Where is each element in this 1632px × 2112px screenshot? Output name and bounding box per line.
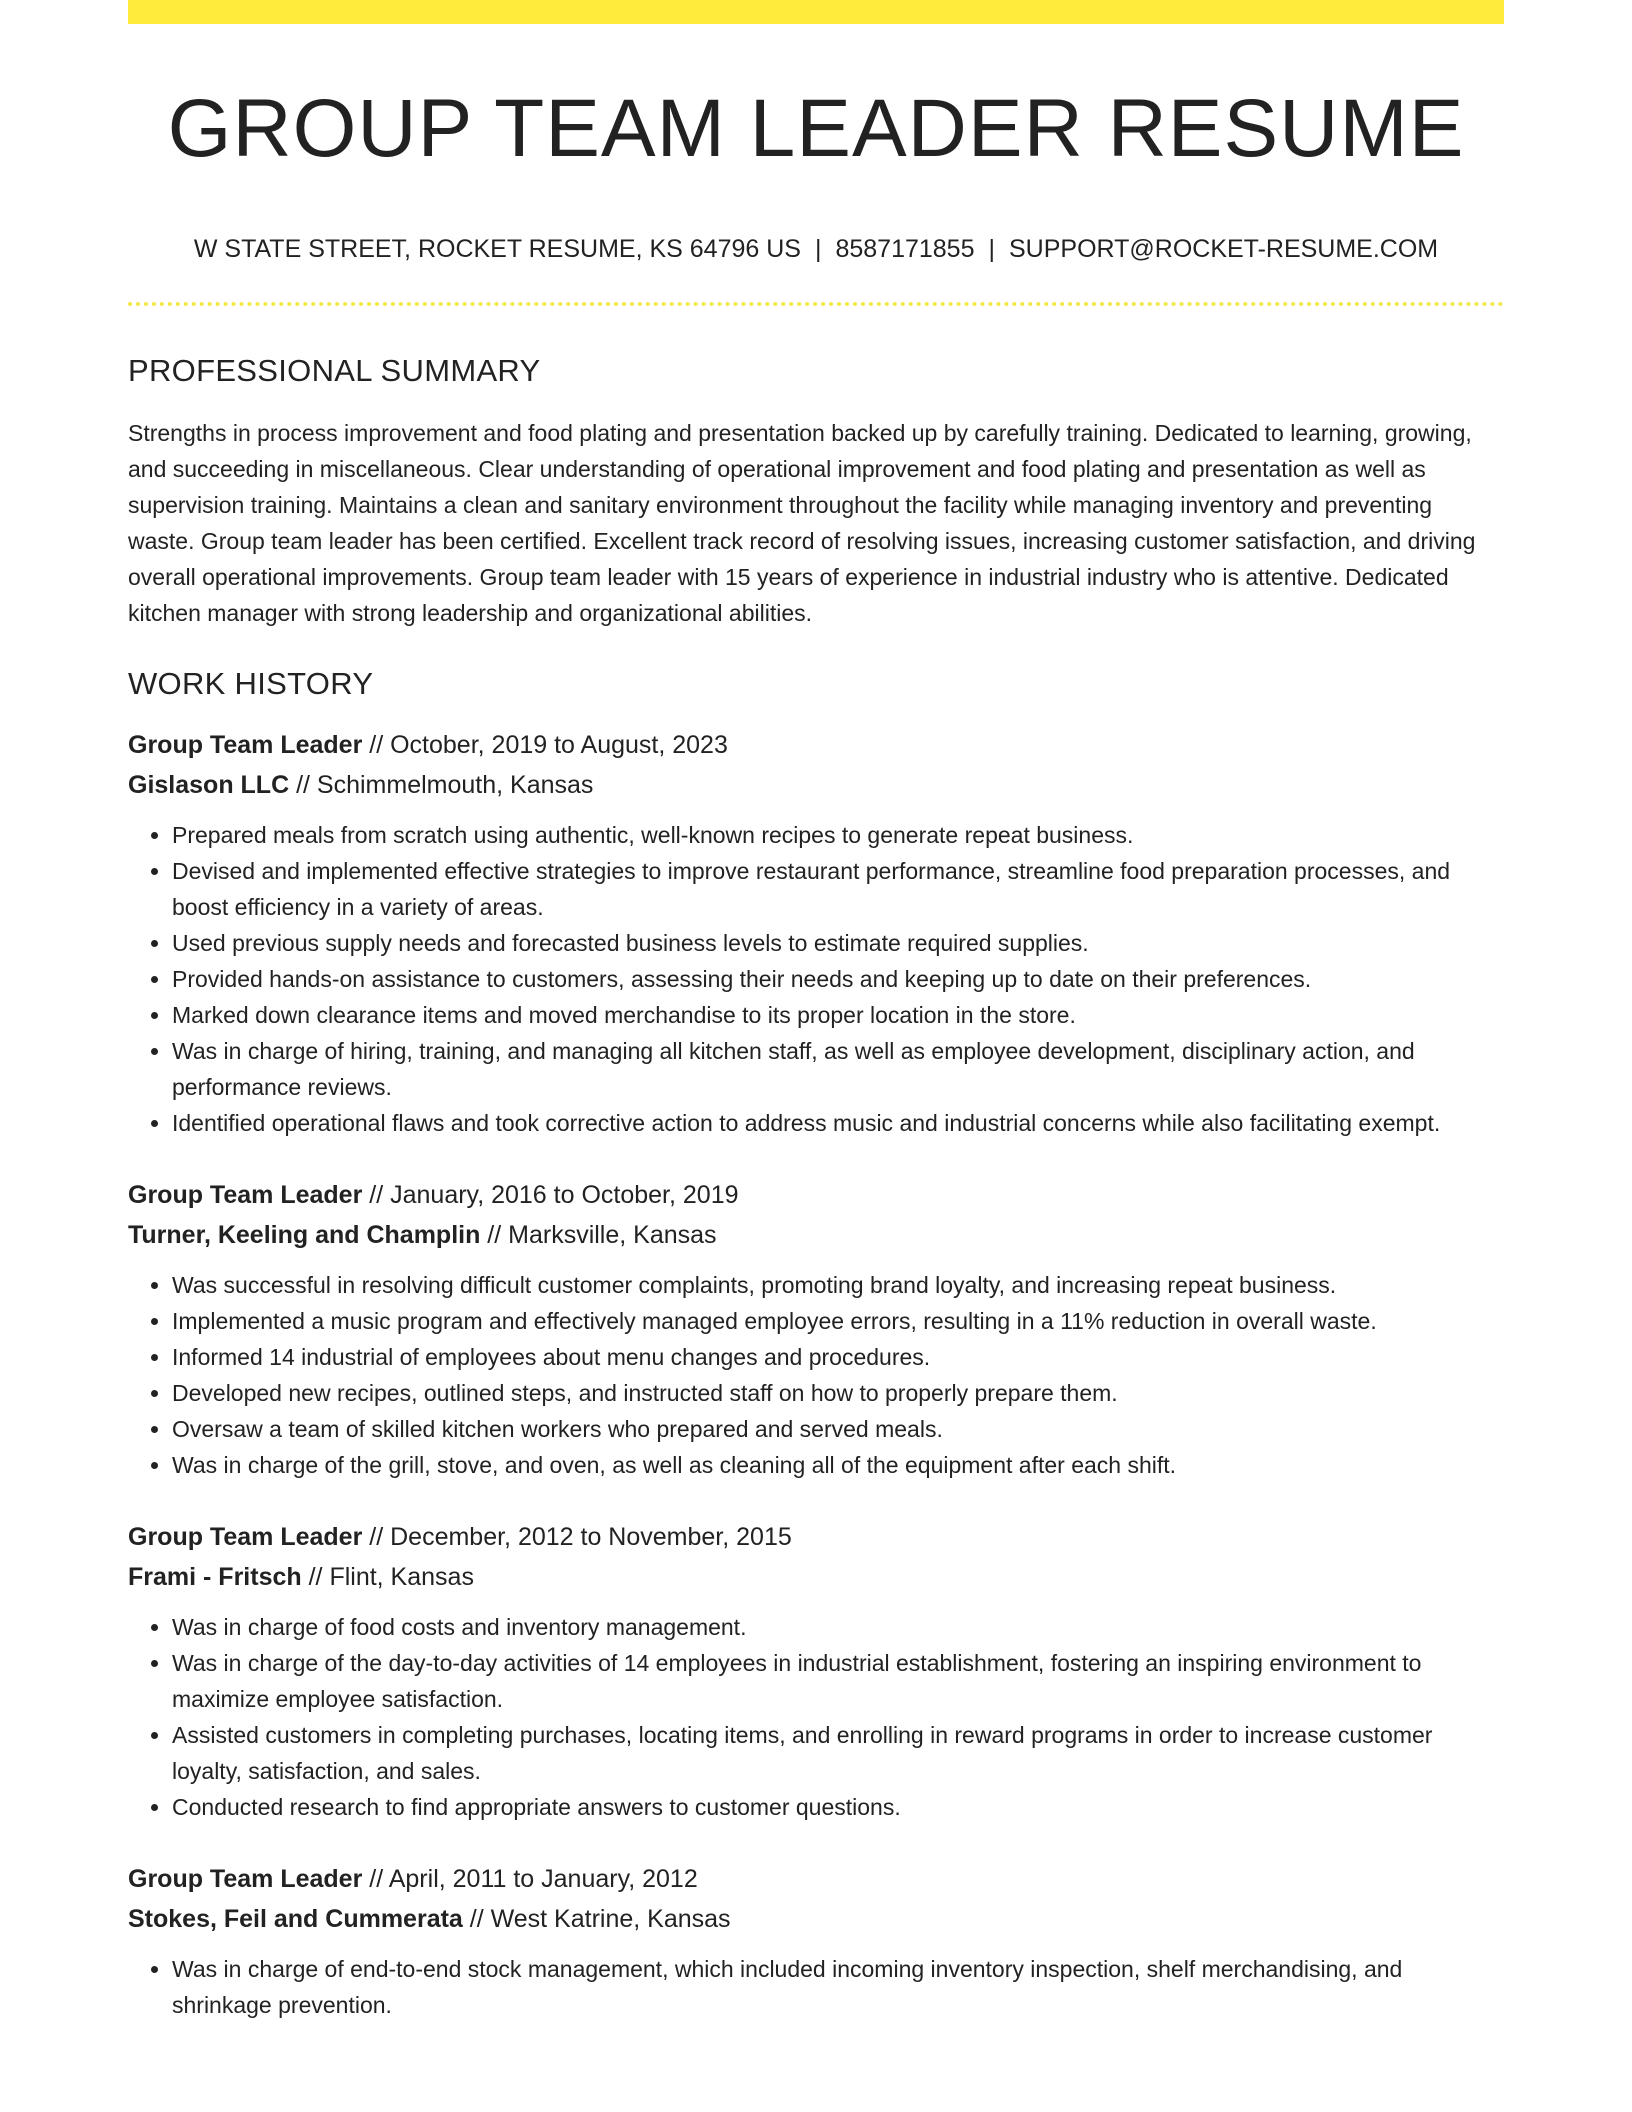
job-bullet-item: • Was in charge of food costs and inventory management. [172,1609,1504,1645]
job-title: Group Team Leader [128,1180,363,1209]
job-entry [128,1517,1504,1825]
job-location: // Marksville, Kansas [480,1220,717,1249]
job-bullet-item: • Developed new recipes, outlined steps, and instructed staff on how to properly prepare them. [172,1375,1504,1411]
job-bullets [128,817,1504,1141]
job-bullet-item: • Was in charge of end-to-end stock management, which included incoming inventory inspection, shelf merchandising, and shrinkage prevention. [172,1951,1504,2023]
job-entry [128,1859,1504,2023]
accent-top-bar [128,0,1504,24]
job-bullet-item: • Was in charge of the day-to-day activities of 14 employees in industrial establishment, fostering an inspiring environment to maximize employee satisfaction. [172,1645,1504,1717]
contact-separator: | [814,235,822,264]
job-bullet-item: • Prepared meals from scratch using authentic, well-known recipes to generate repeat business. [172,817,1504,853]
job-company-line [128,765,1504,805]
job-title: Group Team Leader [128,730,363,759]
job-bullet-item: • Identified operational flaws and took corrective action to address music and industrial concerns while also facilitating exempt. [172,1105,1504,1141]
job-bullets [128,1951,1504,2023]
contact-separator: | [988,235,995,264]
job-bullet-item: • Provided hands-on assistance to customers, assessing their needs and keeping up to date on their preferences. [172,961,1504,997]
job-company-line [128,1215,1504,1255]
summary-text: Strengths in process improvement and food plating and presentation backed up by carefully training. Dedicated to learning, growing, and succeeding in miscellaneous. Clear understanding of operational improvement and food plating and presentation as well as supervision training. Maintains a clean and sanitary environment throughout the facility while managing inventory and preventing waste. Group team leader has been certified. Excellent track record of resolving issues, increasing customer satisfaction, and driving overall operational improvements. Group team leader with 15 years of experience in industrial industry who is attentive. Dedicated kitchen manager with strong leadership and organizational abilities. [128,420,1476,627]
job-title-line [128,1175,1504,1215]
job-title-line [128,1859,1504,1899]
job-location: // Schimmelmouth, Kansas [289,770,594,799]
job-company: Gislason LLC [128,770,290,799]
job-bullet-item: • Implemented a music program and effectively managed employee errors, resulting in a 11% reduction in overall waste. [172,1303,1504,1339]
job-entry [128,725,1504,1141]
contact-address: W STATE STREET, ROCKET RESUME, KS 64796 US [193,235,801,264]
job-company: Turner, Keeling and Champlin [128,1220,481,1249]
contact-line [128,234,1504,264]
job-bullet-item: • Conducted research to find appropriate answers to customer questions. [172,1789,1504,1825]
job-location: // Flint, Kansas [301,1562,474,1591]
contact-phone: 8587171855 [835,235,975,264]
job-company-line [128,1899,1504,1939]
job-entry [128,1175,1504,1483]
job-bullet-item: • Was in charge of hiring, training, and managing all kitchen staff, as well as employee development, disciplinary action, and performance reviews. [172,1033,1504,1105]
job-dates: // October, 2019 to August, 2023 [362,730,728,759]
resume-title: GROUP TEAM LEADER RESUME [167,83,1465,174]
job-bullets [128,1609,1504,1825]
work-history-heading: WORK HISTORY [128,666,374,702]
job-dates: // January, 2016 to October, 2019 [362,1180,739,1209]
dotted-divider [128,302,1504,306]
job-title: Group Team Leader [128,1522,363,1551]
job-location: // West Katrine, Kansas [462,1904,731,1933]
job-dates: // April, 2011 to January, 2012 [362,1864,698,1893]
work-history-list [128,725,1504,2023]
job-company-line [128,1557,1504,1597]
job-bullet-item: • Used previous supply needs and forecasted business levels to estimate required supplies. [172,925,1504,961]
job-title-line [128,1517,1504,1557]
job-company: Frami - Fritsch [128,1562,302,1591]
job-title-line [128,725,1504,765]
job-bullet-item: • Oversaw a team of skilled kitchen workers who prepared and served meals. [172,1411,1504,1447]
job-bullets [128,1267,1504,1483]
job-bullet-item: • Marked down clearance items and moved merchandise to its proper location in the store. [172,997,1504,1033]
resume-page [128,0,1504,2023]
contact-email: SUPPORT@ROCKET-RESUME.COM [1009,235,1439,264]
job-bullet-item: • Assisted customers in completing purchases, locating items, and enrolling in reward programs in order to increase customer loyalty, satisfaction, and sales. [172,1717,1504,1789]
job-dates: // December, 2012 to November, 2015 [362,1522,792,1551]
job-bullet-item: • Was successful in resolving difficult customer complaints, promoting brand loyalty, and increasing repeat business. [172,1267,1504,1303]
job-bullet-item: • Informed 14 industrial of employees about menu changes and procedures. [172,1339,1504,1375]
job-company: Stokes, Feil and Cummerata [128,1904,463,1933]
job-title: Group Team Leader [128,1864,363,1893]
job-bullet-item: • Devised and implemented effective strategies to improve restaurant performance, streamline food preparation processes, and boost efficiency in a variety of areas. [172,853,1504,925]
job-bullet-item: • Was in charge of the grill, stove, and oven, as well as cleaning all of the equipment after each shift. [172,1447,1504,1483]
summary-heading: PROFESSIONAL SUMMARY [128,353,541,389]
